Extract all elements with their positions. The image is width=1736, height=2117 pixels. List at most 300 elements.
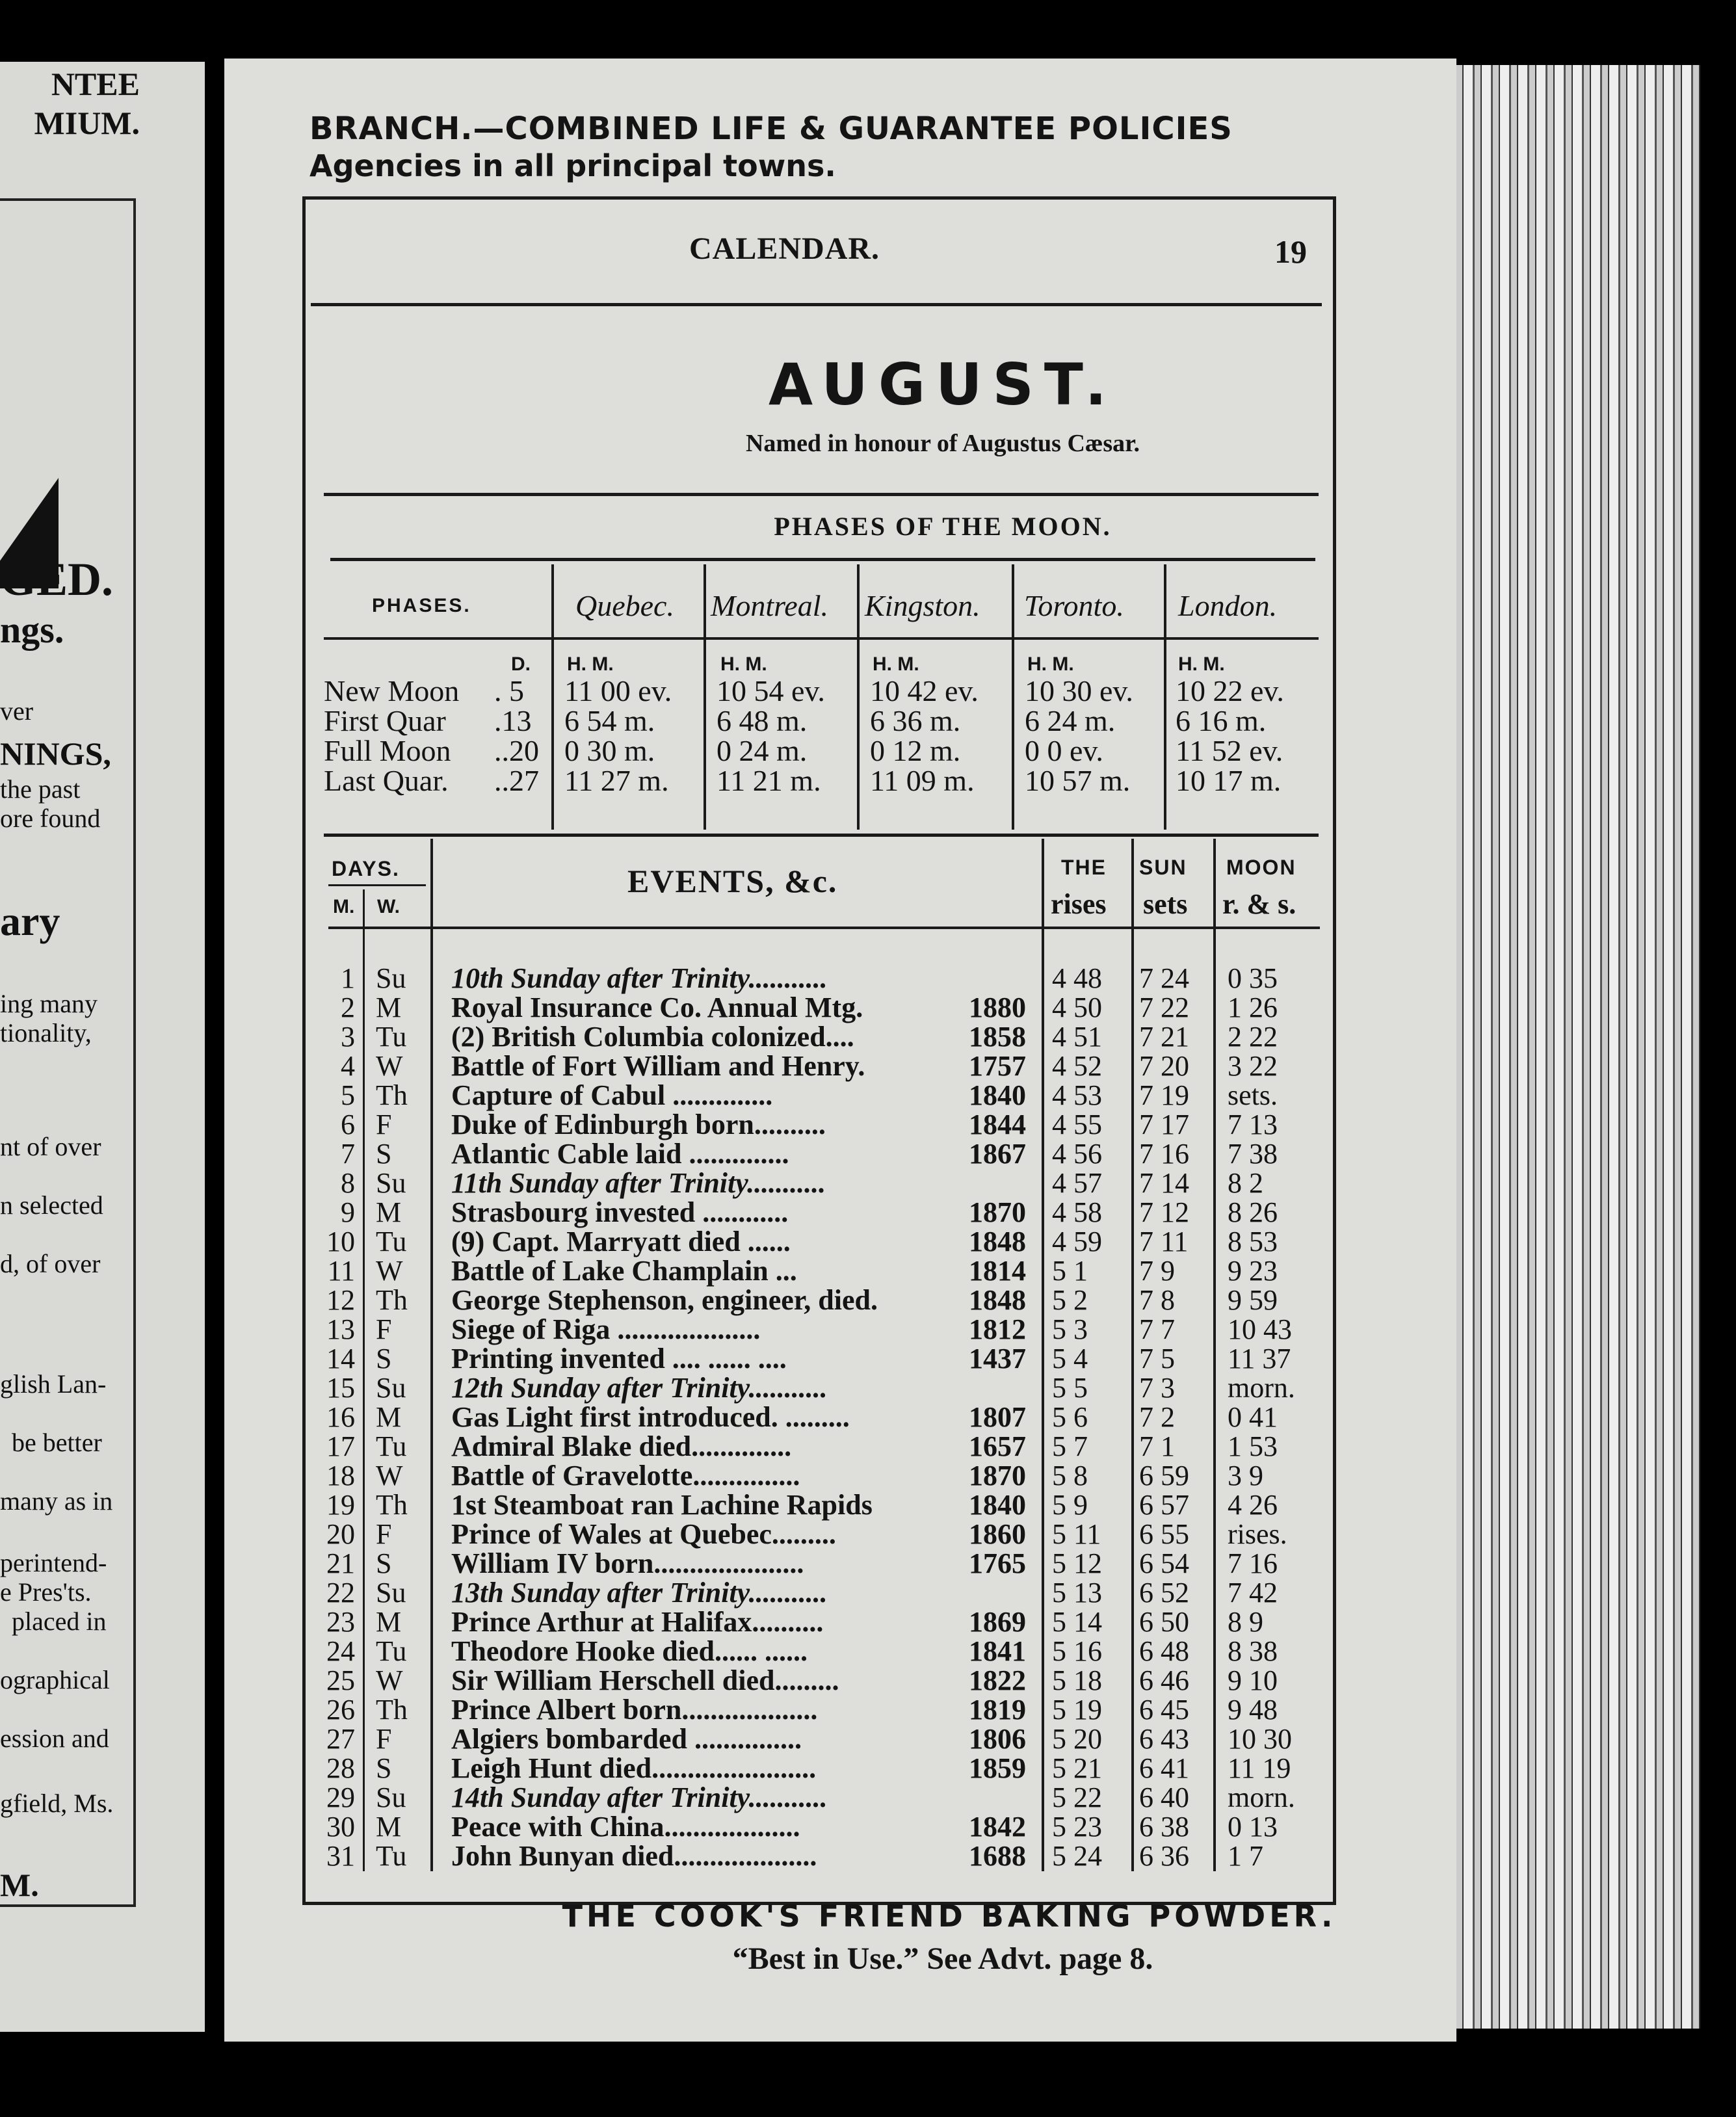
sunset-time: 7 3 [1139,1372,1175,1404]
moon-rise-set: 7 16 [1228,1547,1278,1579]
day-of-week: Su [376,1167,406,1199]
day-of-week: Su [376,1372,406,1404]
event-text: Battle of Fort William and Henry. [451,1050,865,1082]
event-year: 1842 [969,1811,1026,1843]
column-rule [1213,839,1216,1871]
event-text: Battle of Lake Champlain ... [451,1255,797,1287]
event-text: Prince of Wales at Quebec......... [451,1518,836,1550]
sunset-time: 7 9 [1139,1255,1175,1287]
day-of-month: 9 [341,1196,355,1228]
event-text: Strasbourg invested ............ [451,1196,789,1228]
sunset-time: 6 54 [1139,1547,1189,1579]
event-year: 1657 [969,1430,1026,1462]
moon-rise-set: 1 26 [1228,992,1278,1023]
moon-phase-time: 10 17 m. [1176,764,1282,797]
day-of-month: 27 [326,1723,355,1755]
moon-rise-set: 9 10 [1228,1664,1278,1696]
day-of-month: 17 [326,1430,355,1462]
footer-tagline: “Best in Use.” See Advt. page 8. [732,1941,1153,1976]
city-quebec: Quebec. [575,589,674,622]
event-text: Duke of Edinburgh born.......... [451,1109,826,1140]
facing-page-text: ographical [0,1665,110,1694]
moon-phase-time: 0 24 m. [717,734,808,767]
sunrise-time: 5 7 [1052,1430,1088,1462]
column-rule [430,839,433,1871]
day-of-week: W [376,1050,403,1082]
event-year: 1848 [969,1284,1026,1316]
day-of-week: F [376,1723,392,1755]
day-of-month: 8 [341,1167,355,1199]
moon-phase-day: ..20 [494,734,539,767]
facing-page-text: ngs. [0,609,64,651]
moon-rise-set: 4 26 [1228,1489,1278,1521]
moon-rise-set: 8 38 [1228,1635,1278,1667]
days-label: DAYS. [332,857,400,880]
event-year: 1757 [969,1050,1026,1082]
moon-phase-time: 0 12 m. [870,734,961,767]
moon-phase-time: 6 36 m. [870,704,961,737]
event-text: Siege of Riga .................... [451,1313,761,1345]
day-of-month: 26 [326,1694,355,1726]
event-text: 13th Sunday after Trinity........... [451,1577,828,1609]
sunset-time: 6 43 [1139,1723,1189,1755]
event-year: 1822 [969,1664,1026,1696]
sunset-time: 7 20 [1139,1050,1189,1082]
day-of-week: Th [376,1079,408,1111]
sunset-time: 7 1 [1139,1430,1175,1462]
sunset-time: 7 19 [1139,1079,1189,1111]
event-text: 10th Sunday after Trinity........... [451,962,828,994]
sunset-time: 6 41 [1139,1752,1189,1784]
day-of-month: 19 [326,1489,355,1521]
events-label: EVENTS, &c. [627,863,838,899]
day-of-week: Su [376,1782,406,1813]
day-of-week: Su [376,962,406,994]
moon-phase-day: . 5 [494,674,524,707]
sunset-time: 7 2 [1139,1401,1175,1433]
event-year: 1806 [969,1723,1026,1755]
moon-phase-time: 6 54 m. [564,704,655,737]
moon-phase-time: 0 0 ev. [1025,734,1103,767]
city-kingston: Kingston. [865,589,980,622]
day-of-month: 28 [326,1752,355,1784]
day-of-week: Tu [376,1021,407,1053]
event-text: 14th Sunday after Trinity........... [451,1782,828,1813]
w-label: W. [377,896,400,917]
moon-phase-time: 11 21 m. [717,764,821,797]
event-year: 1869 [969,1606,1026,1638]
event-year: 1860 [969,1518,1026,1550]
facing-page-text: ing many [0,989,98,1018]
sunrise-time: 4 59 [1052,1226,1102,1257]
moon-phase-time: 6 48 m. [717,704,808,737]
event-year: 1841 [969,1635,1026,1667]
column-rule [1012,564,1014,830]
city-toronto: Toronto. [1024,589,1124,622]
moon-phase-time: 11 00 ev. [564,674,672,707]
day-of-month: 14 [326,1343,355,1374]
day-of-week: F [376,1313,392,1345]
facing-page-text: n selected [0,1190,103,1220]
day-of-week: W [376,1664,403,1696]
event-text: Peace with China................... [451,1811,800,1843]
sunrise-time: 5 3 [1052,1313,1088,1345]
sunrise-time: 5 23 [1052,1811,1102,1843]
day-of-week: S [376,1343,392,1374]
event-year: 1819 [969,1694,1026,1726]
event-text: 12th Sunday after Trinity........... [451,1372,828,1404]
facing-page-text: e Pres'ts. [0,1577,92,1607]
day-of-month: 22 [326,1577,355,1609]
moon-rise-set: 1 7 [1228,1840,1263,1872]
footer-advert: THE COOK'S FRIEND BAKING POWDER. [562,1899,1337,1934]
event-text: Prince Arthur at Halifax.......... [451,1606,824,1638]
divider [328,927,1320,929]
sunrise-time: 4 57 [1052,1167,1102,1199]
sunset-time: 6 40 [1139,1782,1189,1813]
moon-rise-set: 1 53 [1228,1430,1278,1462]
moon-rise-set: 7 42 [1228,1577,1278,1609]
event-text: William IV born..................... [451,1547,804,1579]
day-of-week: S [376,1752,392,1784]
day-of-month: 18 [326,1460,355,1492]
sunrise-time: 5 2 [1052,1284,1088,1316]
hm-label: H. M. [567,653,614,675]
moon-rise-set: 10 43 [1228,1313,1292,1345]
event-year: 1870 [969,1196,1026,1228]
sunrise-time: 4 55 [1052,1109,1102,1140]
day-of-month: 4 [341,1050,355,1082]
sunrise-time: 5 19 [1052,1694,1102,1726]
moon-phases-title: PHASES OF THE MOON. [774,512,1112,541]
event-year: 1807 [969,1401,1026,1433]
day-of-week: M [376,1606,402,1638]
facing-page-text: placed in [12,1607,107,1636]
event-text: Capture of Cabul .............. [451,1079,773,1111]
moon-phase-time: 6 24 m. [1025,704,1116,737]
sunset-time: 7 24 [1139,962,1189,994]
day-of-week: Th [376,1489,408,1521]
facing-page-text: MIUM. [34,105,140,141]
moon-rise-set: 0 13 [1228,1811,1278,1843]
day-of-month: 24 [326,1635,355,1667]
sunset-time: 7 16 [1139,1138,1189,1170]
moon-phase-name: Last Quar. [324,764,449,797]
event-text: Prince Albert born................... [451,1694,818,1726]
sunset-time: 7 7 [1139,1313,1175,1345]
day-of-month: 30 [326,1811,355,1843]
sunset-time: 6 46 [1139,1664,1189,1696]
day-of-week: F [376,1518,392,1550]
sunset-time: 7 12 [1139,1196,1189,1228]
day-of-month: 21 [326,1547,355,1579]
facing-page-text: be better [12,1428,102,1457]
moon-rise-set: 11 19 [1228,1752,1291,1784]
sunset-time: 7 8 [1139,1284,1175,1316]
event-year: 1437 [969,1343,1026,1374]
sets-label: sets [1143,888,1188,920]
column-rule [704,564,706,830]
event-year: 1814 [969,1255,1026,1287]
hm-label: H. M. [720,653,767,675]
facing-page-text: ore found [0,804,101,833]
moon-rise-set: 3 22 [1228,1050,1278,1082]
event-text: Admiral Blake died.............. [451,1430,792,1462]
moon-phase-time: 10 57 m. [1025,764,1131,797]
sunrise-time: 5 18 [1052,1664,1102,1696]
moon-rise-set: morn. [1228,1782,1295,1813]
facing-page-text: gfield, Ms. [0,1789,114,1818]
moon-rise-set: 9 48 [1228,1694,1278,1726]
day-label: D. [511,653,531,675]
event-text: Printing invented .... ...... .... [451,1343,787,1374]
sunset-time: 7 5 [1139,1343,1175,1374]
sunrise-time: 5 8 [1052,1460,1088,1492]
day-of-week: Tu [376,1430,407,1462]
sunrise-time: 5 16 [1052,1635,1102,1667]
page-number: 19 [1274,233,1307,270]
moon-rise-set: 8 26 [1228,1196,1278,1228]
facing-page-text: the past [0,774,81,804]
day-of-month: 7 [341,1138,355,1170]
moon-phase-name: Full Moon [324,734,451,767]
sunset-time: 7 14 [1139,1167,1189,1199]
sunrise-time: 5 5 [1052,1372,1088,1404]
month-subtitle: Named in honour of Augustus Cæsar. [745,430,1140,457]
column-rule [1042,839,1044,1871]
event-text: 1st Steamboat ran Lachine Rapids [451,1489,873,1521]
sunrise-time: 5 12 [1052,1547,1102,1579]
day-of-month: 2 [341,992,355,1023]
column-rule [857,564,860,830]
event-text: Sir William Herschell died......... [451,1664,839,1696]
event-text: Leigh Hunt died....................... [451,1752,817,1784]
moon-rise-set: 10 30 [1228,1723,1292,1755]
day-of-week: Tu [376,1226,407,1257]
header-line-2: Agencies in all principal towns. [309,148,836,183]
city-montreal: Montreal. [711,589,828,622]
the-label: THE [1061,856,1107,879]
sunset-time: 6 45 [1139,1694,1189,1726]
day-of-month: 12 [326,1284,355,1316]
event-year: 1688 [969,1840,1026,1872]
day-of-month: 20 [326,1518,355,1550]
facing-page-text: d, of over [0,1249,101,1278]
divider [324,637,1319,640]
day-of-week: W [376,1460,403,1492]
day-of-month: 31 [326,1840,355,1872]
moon-phase-time: 6 16 m. [1176,704,1267,737]
day-of-month: 1 [341,962,355,994]
facing-page-text: ary [0,898,60,944]
day-of-week: M [376,1401,402,1433]
event-text: Theodore Hooke died...... ...... [451,1635,808,1667]
moon-rise-set: rises. [1228,1518,1287,1550]
day-of-week: M [376,1811,402,1843]
event-text: 11th Sunday after Trinity........... [451,1167,826,1199]
rs-label: r. & s. [1222,888,1296,920]
column-rule [363,889,365,1871]
sunrise-time: 5 6 [1052,1401,1088,1433]
event-text: John Bunyan died.................... [451,1840,817,1872]
divider [311,303,1322,306]
day-of-month: 11 [327,1255,355,1287]
event-year: 1867 [969,1138,1026,1170]
column-rule [1164,564,1166,830]
event-year: 1840 [969,1489,1026,1521]
sunset-time: 6 52 [1139,1577,1189,1609]
sunset-time: 7 17 [1139,1109,1189,1140]
running-title: CALENDAR. [689,231,880,266]
sunrise-time: 4 53 [1052,1079,1102,1111]
moon-rise-set: 7 13 [1228,1109,1278,1140]
day-of-week: M [376,1196,402,1228]
day-of-week: S [376,1138,392,1170]
event-text: Royal Insurance Co. Annual Mtg. [451,992,863,1023]
moon-rise-set: 3 9 [1228,1460,1263,1492]
facing-page-text: M. [0,1867,39,1903]
sunrise-time: 5 4 [1052,1343,1088,1374]
moon-rise-set: 11 37 [1228,1343,1291,1374]
day-of-week: F [376,1109,392,1140]
m-label: M. [333,896,355,917]
city-london: London. [1178,589,1278,622]
day-of-month: 10 [326,1226,355,1257]
moon-phase-name: New Moon [324,674,460,707]
moon-phase-time: 10 22 ev. [1176,674,1284,707]
sun-label: SUN [1139,856,1187,879]
month-title: AUGUST. [768,351,1117,418]
moon-rise-set: 8 53 [1228,1226,1278,1257]
day-of-month: 16 [326,1401,355,1433]
facing-page-text: NTEE [51,66,140,102]
event-text: Gas Light first introduced. ......... [451,1401,850,1433]
sunset-time: 6 36 [1139,1840,1189,1872]
sunrise-time: 5 11 [1052,1518,1101,1550]
day-of-week: Su [376,1577,406,1609]
day-of-week: S [376,1547,392,1579]
sunrise-time: 4 48 [1052,962,1102,994]
sunset-time: 7 21 [1139,1021,1189,1053]
sunrise-time: 5 22 [1052,1782,1102,1813]
moon-label: MOON [1226,856,1296,879]
moon-rise-set: 0 41 [1228,1401,1278,1433]
event-year: 1870 [969,1460,1026,1492]
column-rule [1131,839,1134,1871]
day-of-week: Tu [376,1635,407,1667]
sunrise-time: 4 58 [1052,1196,1102,1228]
phases-label: PHASES. [372,595,471,616]
moon-phase-time: 10 30 ev. [1025,674,1133,707]
moon-phase-day: .13 [494,704,532,737]
sunrise-time: 5 21 [1052,1752,1102,1784]
event-text: George Stephenson, engineer, died. [451,1284,878,1316]
moon-phase-time: 11 09 m. [870,764,975,797]
event-text: Atlantic Cable laid .............. [451,1138,789,1170]
sunset-time: 7 22 [1139,992,1189,1023]
divider [324,493,1319,496]
event-year: 1880 [969,992,1026,1023]
moon-phase-time: 10 42 ev. [870,674,979,707]
moon-phase-time: 11 52 ev. [1176,734,1283,767]
hm-label: H. M. [873,653,919,675]
divider [328,884,426,886]
day-of-month: 3 [341,1021,355,1053]
moon-rise-set: sets. [1228,1079,1278,1111]
moon-phase-day: ..27 [494,764,539,797]
facing-page-text: NINGS, [0,735,111,772]
sunset-time: 6 48 [1139,1635,1189,1667]
day-of-month: 6 [341,1109,355,1140]
sunrise-time: 4 51 [1052,1021,1102,1053]
facing-page-text: glish Lan- [0,1369,107,1399]
event-year: 1844 [969,1109,1026,1140]
moon-rise-set: 8 2 [1228,1167,1263,1199]
hm-label: H. M. [1178,653,1225,675]
sunrise-time: 4 50 [1052,992,1102,1023]
event-year: 1840 [969,1079,1026,1111]
moon-phase-time: 0 30 m. [564,734,655,767]
day-of-week: M [376,992,402,1023]
moon-rise-set: 9 59 [1228,1284,1278,1316]
divider [330,558,1315,561]
moon-rise-set: 8 9 [1228,1606,1263,1638]
event-text: Algiers bombarded ............... [451,1723,802,1755]
day-of-week: Th [376,1284,408,1316]
sunset-time: 6 50 [1139,1606,1189,1638]
sunset-time: 6 59 [1139,1460,1189,1492]
event-year: 1848 [969,1226,1026,1257]
day-of-week: Tu [376,1840,407,1872]
facing-page-text: nt of over [0,1132,101,1161]
day-of-week: W [376,1255,403,1287]
moon-rise-set: 9 23 [1228,1255,1278,1287]
sunrise-time: 5 24 [1052,1840,1102,1872]
moon-phase-time: 10 54 ev. [717,674,825,707]
event-year: 1812 [969,1313,1026,1345]
day-of-month: 13 [326,1313,355,1345]
sunrise-time: 5 1 [1052,1255,1088,1287]
facing-page-text: GED. [0,553,114,605]
sunrise-time: 5 14 [1052,1606,1102,1638]
event-text: Battle of Gravelotte............... [451,1460,800,1492]
moon-rise-set: 2 22 [1228,1021,1278,1053]
moon-phase-time: 11 27 m. [564,764,669,797]
event-year: 1765 [969,1547,1026,1579]
sunset-time: 6 38 [1139,1811,1189,1843]
sunrise-time: 5 20 [1052,1723,1102,1755]
facing-page-text: ession and [0,1724,109,1753]
sunset-time: 7 11 [1139,1226,1189,1257]
hm-label: H. M. [1027,653,1074,675]
facing-page-text: many as in [0,1486,113,1516]
day-of-month: 25 [326,1664,355,1696]
header-line-1: BRANCH.—COMBINED LIFE & GUARANTEE POLICIES [309,111,1233,147]
day-of-month: 23 [326,1606,355,1638]
facing-page-text: perintend- [0,1548,107,1577]
column-rule [551,564,554,830]
day-of-month: 29 [326,1782,355,1813]
facing-page-text: tionality, [0,1018,92,1047]
moon-rise-set: morn. [1228,1372,1295,1404]
sunset-time: 6 57 [1139,1489,1189,1521]
event-text: (2) British Columbia colonized.... [451,1021,854,1053]
facing-page-text: ver [0,696,34,726]
moon-phase-name: First Quar [324,704,446,737]
day-of-week: Th [376,1694,408,1726]
moon-rise-set: 0 35 [1228,962,1278,994]
sunrise-time: 4 52 [1052,1050,1102,1082]
